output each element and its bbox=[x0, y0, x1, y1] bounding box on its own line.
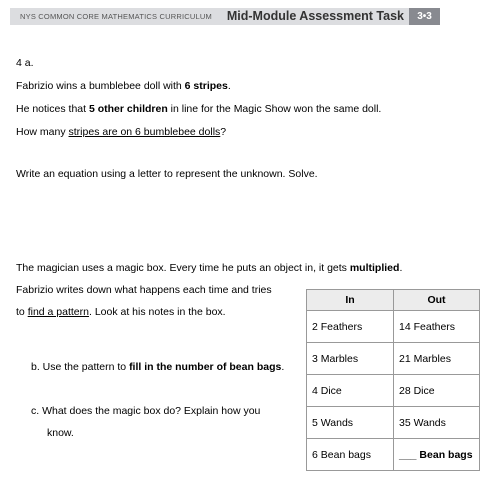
q4a-instruction: Write an equation using a letter to represent the unknown. Solve. bbox=[16, 168, 318, 180]
cell-in: 2 Feathers bbox=[307, 311, 394, 343]
page-title: Mid-Module Assessment Task bbox=[226, 9, 404, 23]
column-header-in: In bbox=[307, 290, 394, 311]
module-badge: 3•3 bbox=[409, 8, 440, 25]
magic-line3: to find a pattern. Look at his notes in the box. bbox=[16, 306, 226, 318]
column-header-out: Out bbox=[394, 290, 480, 311]
question-c-line2: know. bbox=[47, 427, 74, 439]
cell-in: 6 Bean bags bbox=[307, 439, 394, 471]
cell-out: 28 Dice bbox=[394, 375, 480, 407]
question-b: b. Use the pattern to fill in the number of bean bags. bbox=[31, 361, 285, 373]
cell-in: 4 Dice bbox=[307, 375, 394, 407]
table-row bbox=[307, 407, 480, 439]
table-row bbox=[307, 311, 480, 343]
cell-out: 35 Wands bbox=[394, 407, 480, 439]
in-out-table bbox=[306, 289, 480, 471]
question-c-line1: c. What does the magic box do? Explain how you bbox=[31, 405, 261, 417]
cell-out: 21 Marbles bbox=[394, 343, 480, 375]
magic-line1: The magician uses a magic box. Every time he puts an object in, it gets multiplied. bbox=[16, 262, 403, 274]
table-header-row bbox=[307, 290, 480, 311]
cell-out-answer-blank[interactable]: ___ Bean bags bbox=[394, 439, 480, 471]
cell-in: 5 Wands bbox=[307, 407, 394, 439]
table-row bbox=[307, 439, 480, 471]
q4a-line2: He notices that 5 other children in line for the Magic Show won the same doll. bbox=[16, 103, 382, 115]
cell-in: 3 Marbles bbox=[307, 343, 394, 375]
table-row bbox=[307, 375, 480, 407]
q4a-line3: How many stripes are on 6 bumblebee dolls? bbox=[16, 126, 227, 138]
curriculum-label: NYS COMMON CORE MATHEMATICS CURRICULUM bbox=[20, 12, 212, 21]
cell-out: 14 Feathers bbox=[394, 311, 480, 343]
page-header bbox=[10, 8, 440, 25]
magic-line2: Fabrizio writes down what happens each time and tries bbox=[16, 284, 272, 296]
question-number: 4 a. bbox=[16, 57, 34, 69]
table-row bbox=[307, 343, 480, 375]
q4a-line1: Fabrizio wins a bumblebee doll with 6 stripes. bbox=[16, 80, 231, 92]
